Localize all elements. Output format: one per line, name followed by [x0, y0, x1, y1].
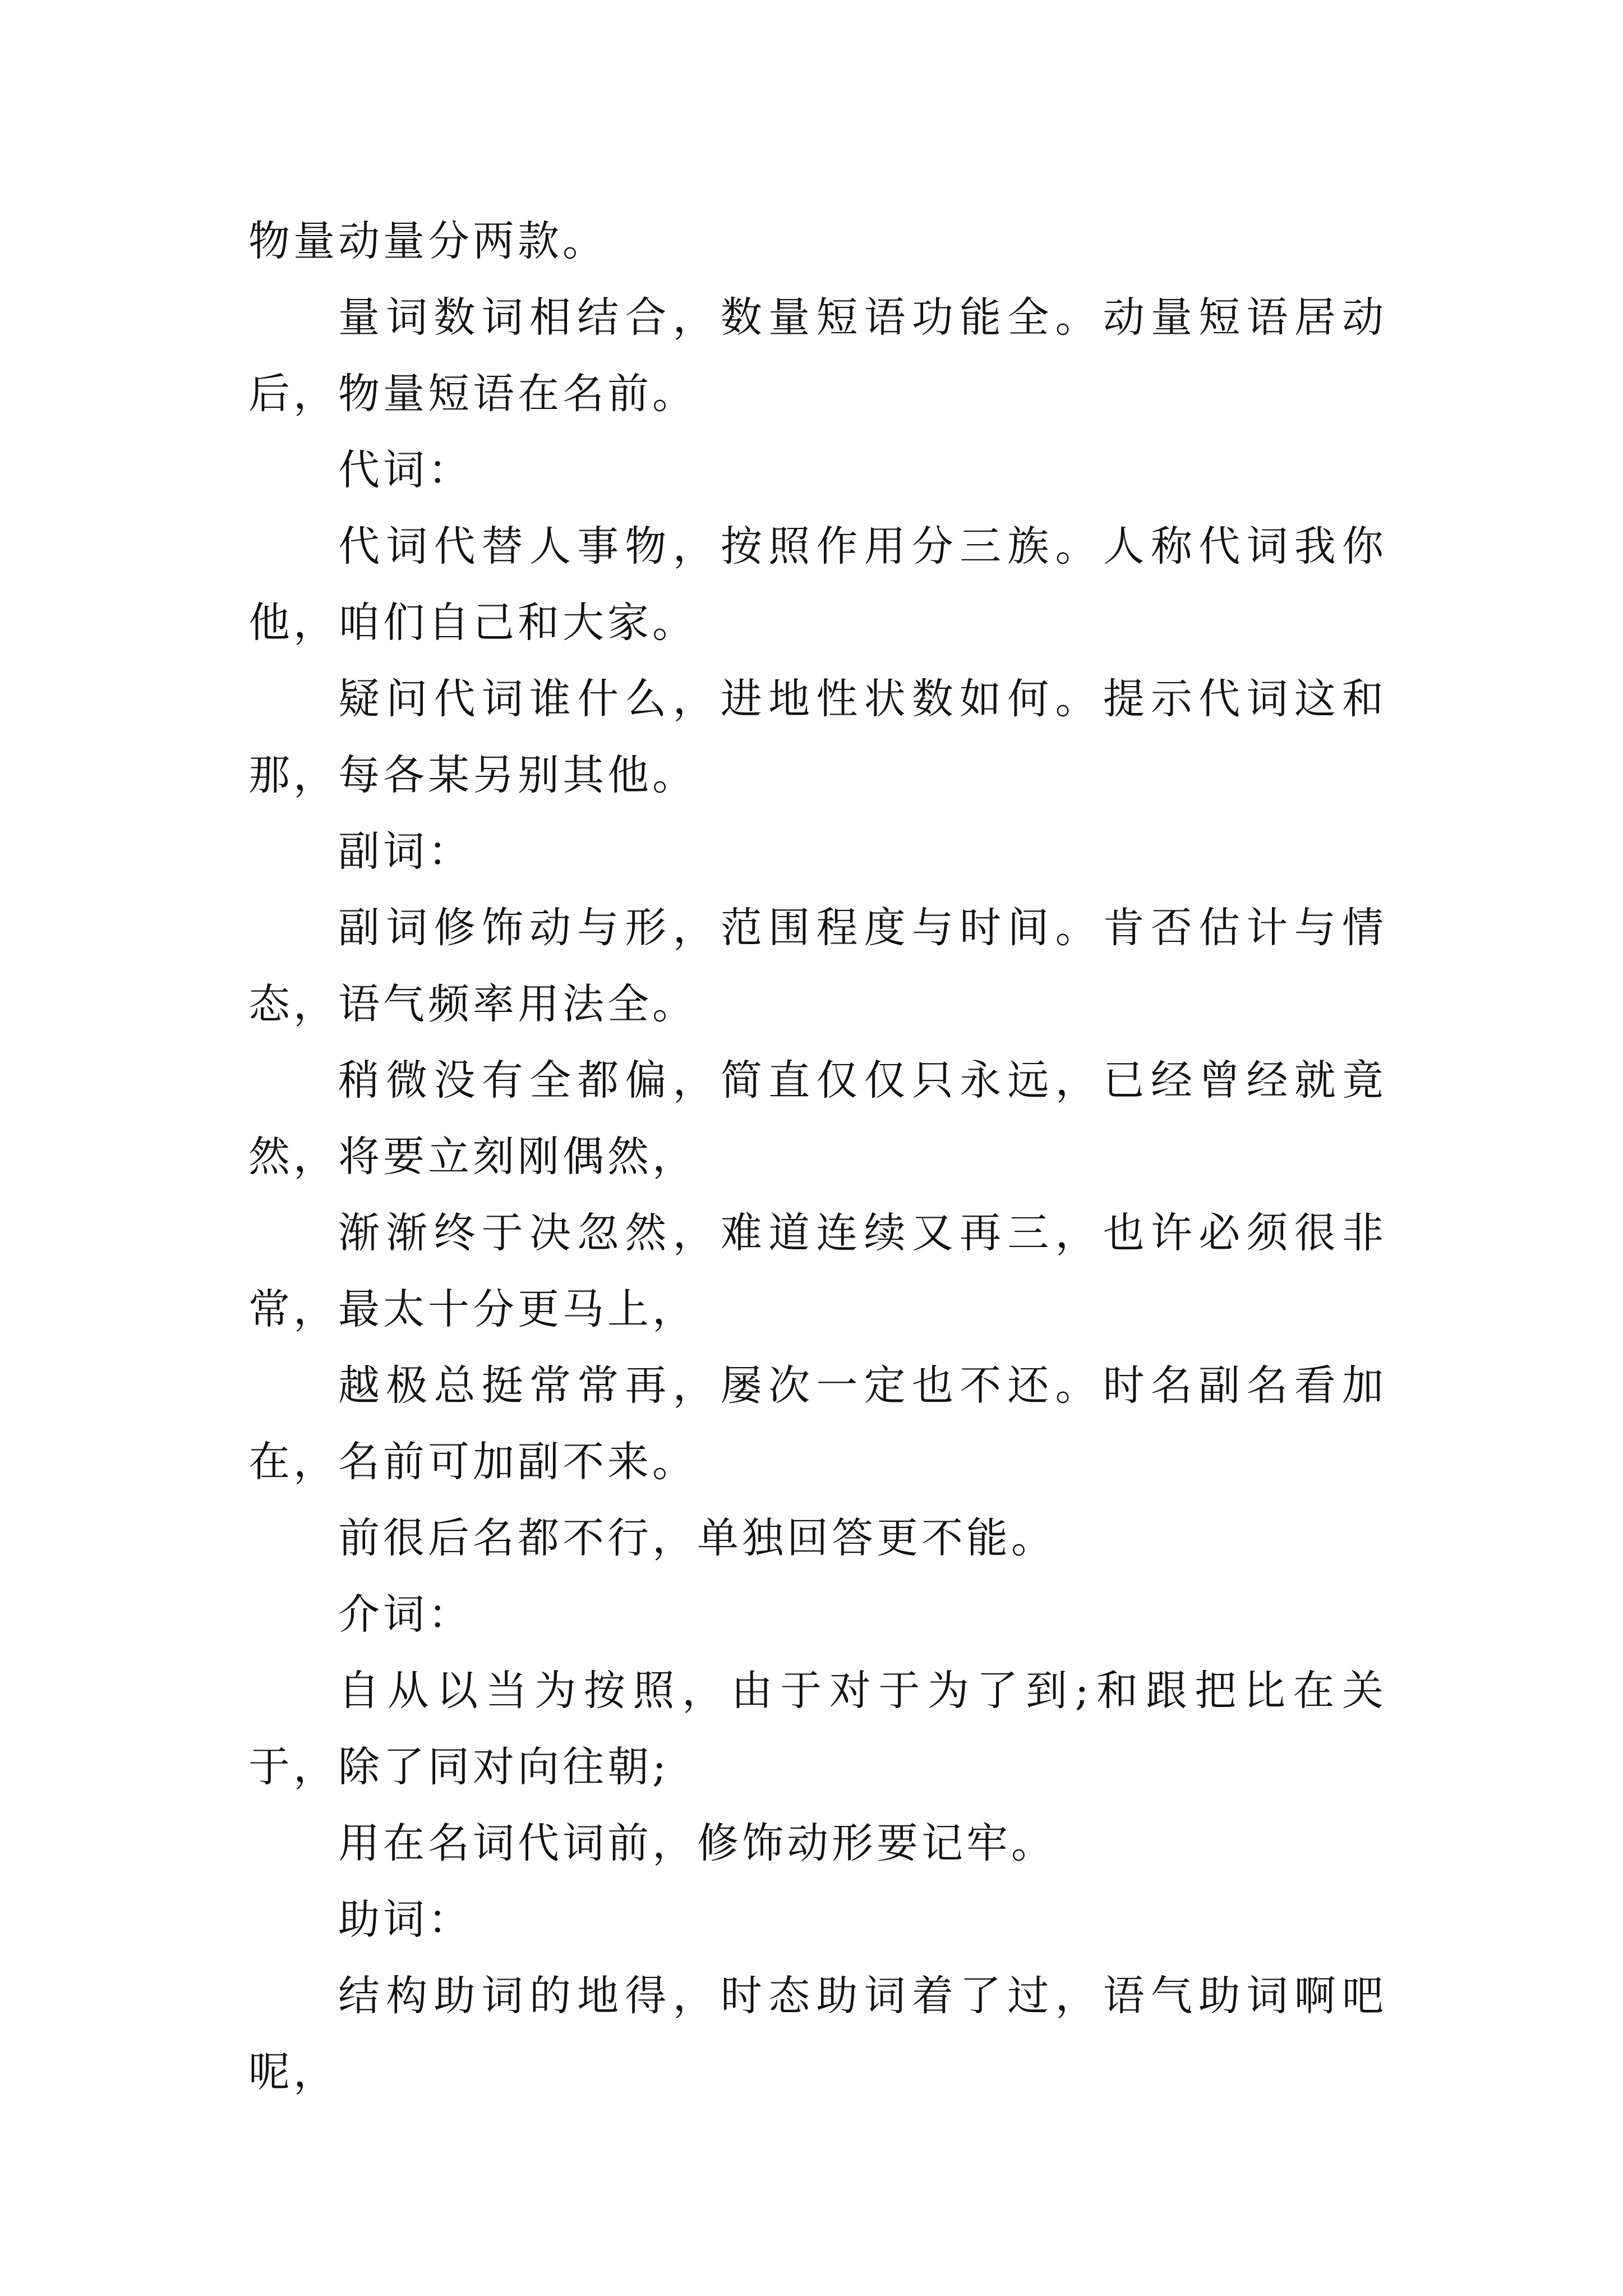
paragraph-pronoun-personal: 代词代替人事物，按照作用分三族。人称代词我你他，咱们自己和大家。: [248, 522, 1387, 647]
paragraph-adverb-list-3: 越极总挺常常再，屡次一定也不还。时名副名看加在，名前可加副不来。: [248, 1361, 1387, 1486]
paragraph-particle-list: 结构助词的地得，时态助词着了过，语气助词啊吧呢，: [248, 1972, 1387, 2096]
paragraph-adverb-function: 副词修饰动与形，范围程度与时间。肯否估计与情态，语气频率用法全。: [248, 904, 1387, 1028]
heading-preposition: 介词：: [338, 1590, 473, 1639]
heading-particle: 助词：: [338, 1895, 473, 1944]
paragraph-quantity-words-end: 物量动量分两款。: [248, 217, 607, 265]
paragraph-pronoun-interrogative: 疑问代词谁什么，进地性状数如何。提示代词这和那，每各某另别其他。: [248, 675, 1387, 799]
paragraph-adverb-list-2: 渐渐终于决忽然，难道连续又再三，也许必须很非常，最太十分更马上，: [248, 1209, 1387, 1333]
heading-adverb: 副词：: [338, 827, 473, 876]
document-body: [248, 203, 1387, 2110]
heading-pronoun: 代词：: [338, 446, 473, 494]
paragraph-numeral-classifier: 量词数词相结合，数量短语功能全。动量短语居动后，物量短语在名前。: [248, 293, 1387, 418]
paragraph-adverb-rule: 前很后名都不行，单独回答更不能。: [338, 1514, 1056, 1562]
paragraph-adverb-list-1: 稍微没有全都偏，简直仅仅只永远，已经曾经就竟然，将要立刻刚偶然，: [248, 1056, 1387, 1181]
paragraph-preposition-list: 自从以当为按照，由于对于为了到;和跟把比在关于，除了同对向往朝;: [248, 1667, 1387, 1791]
paragraph-preposition-rule: 用在名词代词前，修饰动形要记牢。: [338, 1819, 1056, 1867]
